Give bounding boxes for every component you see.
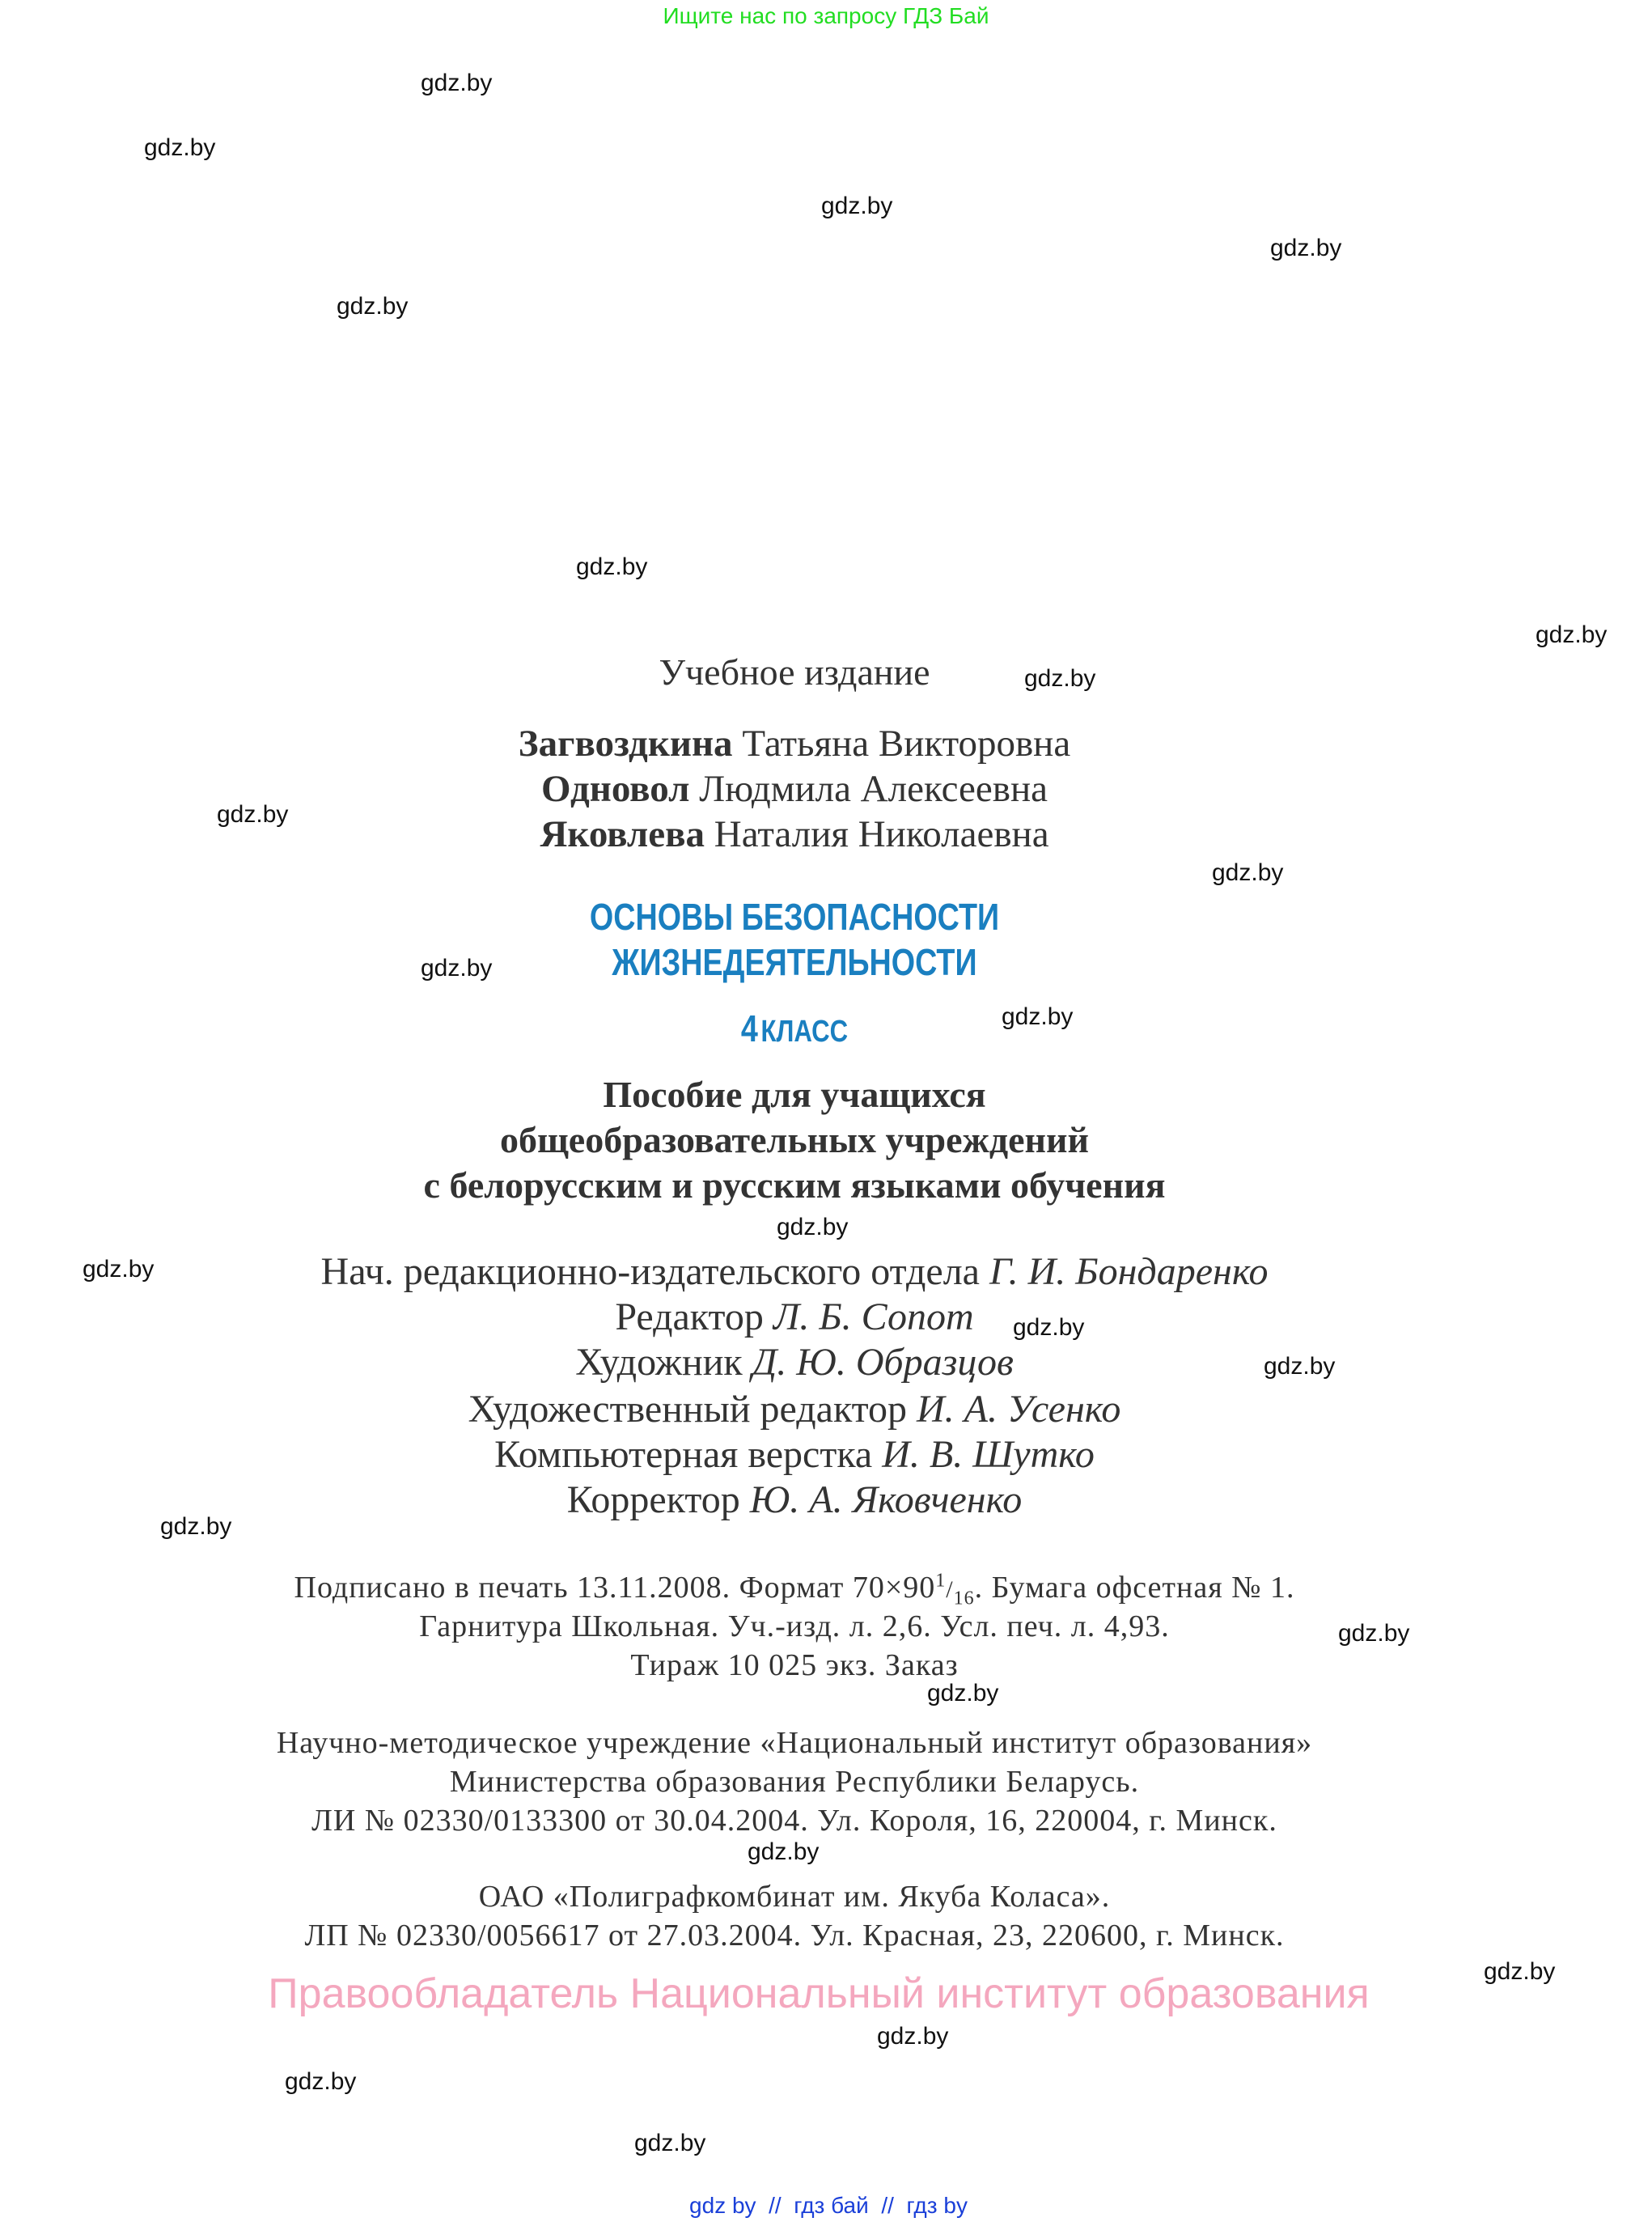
- author-given-name: Наталия Николаевна: [714, 813, 1049, 855]
- staff-role: Корректор: [566, 1478, 740, 1521]
- purpose-line: Пособие для учащихся: [603, 1074, 986, 1115]
- print-info-line: Тираж 10 025 экз. Заказ: [630, 1648, 959, 1682]
- grade-number: 4: [740, 1007, 758, 1049]
- purpose-line: общеобразовательных учреждений: [499, 1119, 1090, 1160]
- watermark: gdz.by: [821, 193, 893, 219]
- link-separator: //: [881, 2193, 894, 2218]
- watermark: gdz.by: [1484, 1958, 1556, 1985]
- staff-person: Д. Ю. Образцов: [752, 1341, 1014, 1384]
- watermark: gdz.by: [1024, 665, 1096, 692]
- staff-person: И. В. Шутко: [882, 1433, 1095, 1476]
- book-title-line: ЖИЗНЕДЕЯТЕЛЬНОСТИ: [612, 941, 977, 983]
- printer-line: ОАО «Полиграфкомбинат им. Якуба Коласа».: [478, 1880, 1111, 1914]
- watermark: gdz.by: [877, 2023, 949, 2050]
- staff-role: Художественный редактор: [468, 1388, 907, 1431]
- staff-role: Компьютерная верстка: [494, 1433, 873, 1476]
- staff-person: Л. Б. Сопот: [773, 1295, 974, 1338]
- watermark: gdz.by: [1338, 1620, 1410, 1647]
- watermark: gdz.by: [1013, 1314, 1085, 1341]
- watermark: gdz.by: [421, 70, 493, 96]
- watermark: gdz.by: [1212, 859, 1284, 886]
- grade-word: КЛАСС: [760, 1015, 849, 1049]
- bottom-link[interactable]: гдз by: [906, 2193, 968, 2218]
- staff-line: [615, 1295, 973, 1339]
- bottom-link[interactable]: gdz by: [689, 2193, 756, 2218]
- print-info-text: . Бумага офсетная № 1.: [974, 1571, 1295, 1605]
- printer-line: ЛП № 02330/0056617 от 27.03.2004. Ул. Красная, 23, 220600, г. Минск.: [304, 1919, 1285, 1953]
- author-line: [540, 812, 1048, 856]
- watermark: gdz.by: [285, 2068, 357, 2095]
- watermark: gdz.by: [748, 1838, 820, 1865]
- link-separator: //: [769, 2193, 782, 2218]
- grade-label: [741, 1007, 848, 1050]
- bottom-link[interactable]: гдз бай: [794, 2193, 869, 2218]
- purpose-line: с белорусским и русским языками обучения: [423, 1164, 1166, 1206]
- author-surname: Загвоздкина: [518, 723, 733, 765]
- watermark: gdz.by: [160, 1513, 232, 1540]
- watermark: gdz.by: [217, 801, 289, 828]
- bottom-links: [689, 2193, 968, 2219]
- author-line: [519, 722, 1070, 765]
- staff-person: Г. И. Бондаренко: [989, 1250, 1269, 1293]
- watermark: gdz.by: [927, 1680, 999, 1707]
- staff-person: И. А. Усенко: [916, 1388, 1121, 1431]
- format-fraction-numerator: 1: [935, 1570, 947, 1592]
- watermark: gdz.by: [83, 1256, 155, 1283]
- staff-line: [575, 1340, 1014, 1384]
- book-title-line: ОСНОВЫ БЕЗОПАСНОСТИ: [589, 896, 1000, 938]
- top-promo-text: Ищите нас по запросу ГДЗ Бай: [663, 3, 989, 28]
- publisher-line: Научно-методическое учреждение «Национальный институт образования»: [276, 1726, 1313, 1760]
- print-info-text: Подписано в печать 13.11.2008. Формат 70×90: [294, 1571, 936, 1605]
- publisher-line: ЛИ № 02330/0133300 от 30.04.2004. Ул. Короля, 16, 220004, г. Минск.: [311, 1804, 1277, 1838]
- watermark: gdz.by: [144, 134, 216, 161]
- watermark: gdz.by: [777, 1214, 849, 1240]
- print-info-line: Подписано в печать 13.11.2008. Формат $70\times 90^1/_{16}$. Бумага офсетная № 1.: [294, 1570, 1295, 1609]
- author-given-name: Татьяна Викторовна: [742, 723, 1071, 765]
- watermark: gdz.by: [1264, 1353, 1336, 1380]
- author-surname: Яковлева: [540, 813, 705, 855]
- watermark: gdz.by: [1002, 1003, 1074, 1030]
- watermark: gdz.by: [634, 2130, 706, 2156]
- watermark: gdz.by: [1536, 621, 1608, 648]
- staff-line: [321, 1249, 1269, 1294]
- watermark: gdz.by: [1270, 235, 1342, 261]
- author-given-name: Людмила Алексеевна: [699, 768, 1048, 810]
- watermark: gdz.by: [337, 293, 409, 320]
- rights-holder: Правообладатель Национальный институт образования: [268, 1970, 1370, 2017]
- author-surname: Одновол: [541, 768, 690, 810]
- format-fraction-denominator: 16: [953, 1588, 975, 1609]
- print-info-line: Гарнитура Школьная. Уч.-изд. л. 2,6. Усл. печ. л. 4,93.: [419, 1609, 1170, 1643]
- staff-role: Нач. редакционно-издательского отдела: [320, 1250, 980, 1293]
- publisher-line: Министерства образования Республики Беларусь.: [449, 1765, 1140, 1799]
- staff-role: Художник: [575, 1341, 743, 1384]
- staff-person: Ю. А. Яковченко: [749, 1478, 1023, 1521]
- watermark: gdz.by: [421, 955, 493, 982]
- watermark: gdz.by: [576, 553, 648, 580]
- author-line: [541, 767, 1048, 811]
- staff-role: Редактор: [615, 1295, 764, 1338]
- staff-line: [494, 1432, 1095, 1477]
- edition-type: Учебное издание: [659, 651, 930, 693]
- staff-line: [468, 1387, 1121, 1431]
- staff-line: [567, 1478, 1022, 1522]
